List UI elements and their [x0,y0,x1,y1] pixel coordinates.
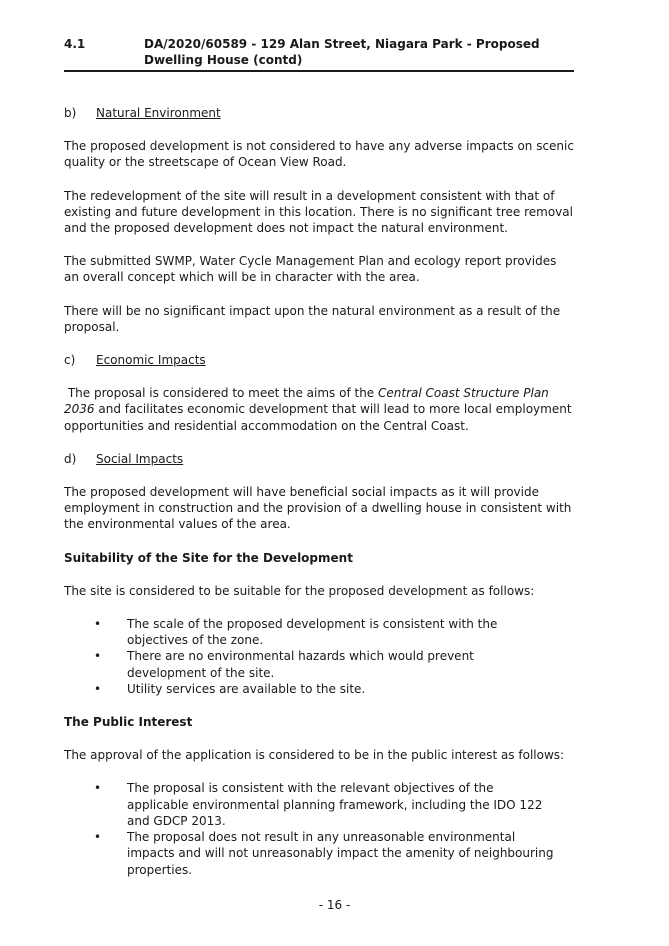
paragraph: The proposed development will have beneficial social impacts as it will provide employment in construction and the provision of a dwelling house in consistent with the environmental values of the area. [64,485,572,532]
section-heading-social-impacts [64,451,574,467]
bullet-icon: • [94,681,102,696]
section-letter: b) [64,106,77,120]
document-body [64,105,574,895]
heading-public-interest: The Public Interest [64,715,193,730]
bullet-list-public-interest [64,780,574,877]
list-item-text: Utility services are available to the site. [127,681,366,696]
paragraph: The proposed development is not considered to have any adverse impacts on scenic quality or the streetscape of Ocean View Road. [64,139,574,170]
list-item [64,780,574,829]
page-header [64,36,574,72]
item-number: 4.1 [64,37,86,51]
bullet-icon: • [94,781,102,796]
list-item [64,829,574,878]
bullet-list-suitability [64,616,574,697]
section-letter: c) [64,353,76,368]
paragraph: The redevelopment of the site will result in a development consistent with that of existing and future development in this location. There is no significant tree removal and the proposed development does not impact the natural environment. [64,188,573,236]
paragraph: The approval of the application is considered to be in the public interest as follows: [64,748,565,763]
text-run: and facilitates economic development that will lead to more local employment opportunities and residential accommodation on the Central Coast. [64,402,572,433]
section-heading-economic-impacts [64,352,574,368]
list-item [64,681,574,697]
italic-plan-name: Central Coast Structure Plan 2036 [64,386,549,417]
bullet-icon: • [94,649,102,664]
list-item-text: The proposal is consistent with the relevant objectives of the applicable environmental planning framework, including the IDO 122 and GDCP 2013. [127,781,543,828]
paragraph: The submitted SWMP, Water Cycle Management Plan and ecology report provides an overall concept which will be in character with the area. [64,254,557,285]
section-title: Social Impacts [96,451,184,466]
section-letter: d) [64,451,77,466]
paragraph [64,385,574,434]
bullet-icon: • [94,830,102,845]
list-item [64,616,574,648]
bullet-icon: • [94,617,102,632]
section-title: Natural Environment [96,106,221,120]
list-item [64,648,574,680]
list-item-text: The proposal does not result in any unreasonable environmental impacts and will not unreasonably impact the amenity of neighbouring properties. [127,830,554,877]
paragraph: There will be no significant impact upon the natural environment as a result of the proposal. [64,303,561,334]
text-run: The proposal is considered to meet the aims of the [64,386,378,401]
section-heading-natural-environment [64,105,574,121]
heading-suitability: Suitability of the Site for the Development [64,550,353,565]
item-title: DA/2020/60589 - 129 Alan Street, Niagara Park - Proposed Dwelling House (contd) [144,37,540,67]
list-item-text: There are no environmental hazards which would prevent development of the site. [127,649,474,680]
page-number: - 16 - [318,898,351,912]
section-title: Economic Impacts [96,353,206,368]
list-item-text: The scale of the proposed development is consistent with the objectives of the zone. [127,617,498,648]
paragraph: The site is considered to be suitable for the proposed development as follows: [64,583,535,598]
